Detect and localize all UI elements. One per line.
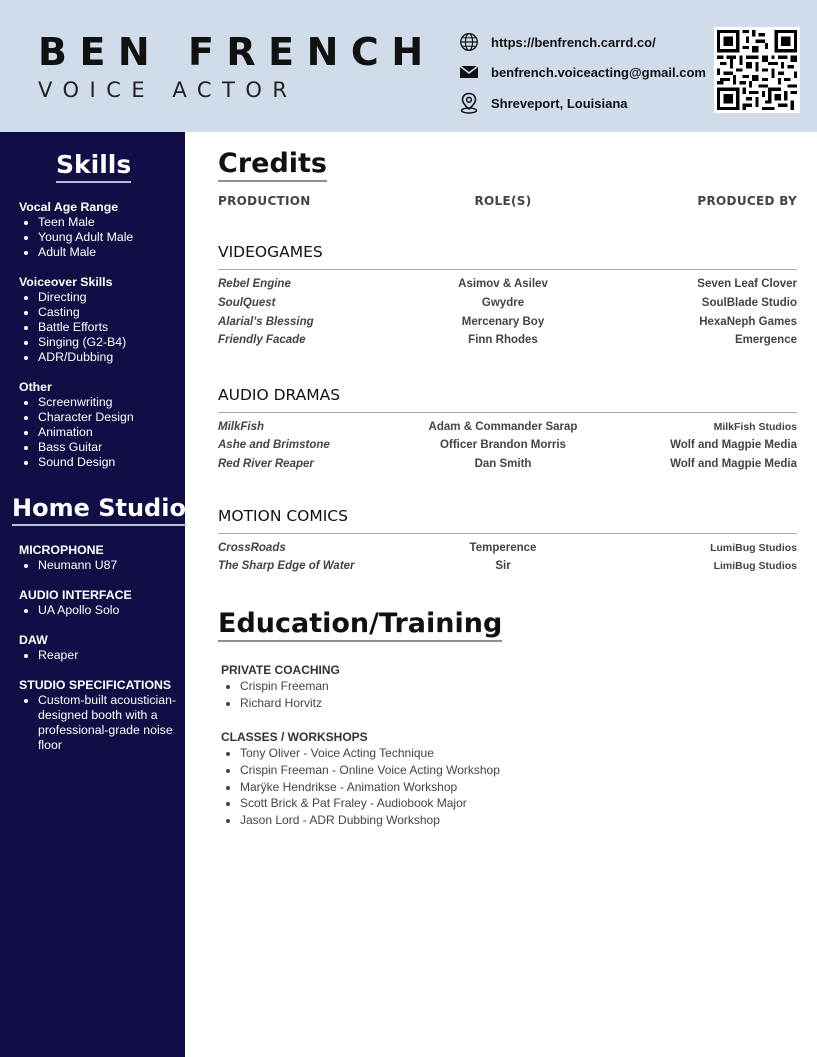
job-title: VOICE ACTOR [38, 78, 298, 102]
section-divider [218, 533, 797, 534]
skill-group-heading: Vocal Age Range [19, 200, 119, 214]
list-item: • Battle Efforts [38, 320, 179, 335]
list-item: • Adult Male [38, 245, 179, 260]
studio-group-heading: DAW [19, 633, 48, 647]
education-list-coaching [221, 678, 329, 712]
production-cell: MilkFish [218, 421, 265, 433]
producer-cell: HexaNeph Games [699, 316, 797, 328]
contact-location [458, 92, 628, 114]
studio-group-heading: STUDIO SPECIFICATIONS [19, 678, 172, 692]
list-item: • Neumann U87 [38, 558, 179, 573]
role-cell: Gwydre [481, 297, 525, 309]
role-cell: Dan Smith [474, 458, 532, 470]
producer-cell: Wolf and Magpie Media [670, 458, 797, 470]
role-cell: Asimov & Asilev [458, 278, 548, 290]
list-item: • Sound Design [38, 455, 179, 470]
producer-cell: MilkFish Studios [713, 421, 797, 433]
education-group-heading: CLASSES / WORKSHOPS [221, 730, 368, 744]
role-cell: Finn Rhodes [468, 334, 538, 346]
table-row [218, 421, 797, 437]
table-row [218, 458, 797, 474]
producer-cell: Emergence [734, 334, 797, 346]
production-cell: CrossRoads [218, 542, 286, 554]
section-heading-videogames: VIDEOGAMES [218, 243, 323, 261]
column-header-producer: PRODUCED BY [697, 194, 797, 208]
production-cell: Red River Reaper [218, 458, 314, 470]
studio-group-audio-interface [19, 588, 179, 618]
production-cell: Alarial’s Blessing [218, 316, 314, 328]
role-cell: Officer Brandon Morris [440, 439, 566, 451]
producer-cell: Wolf and Magpie Media [670, 439, 797, 451]
list-item: • Character Design [38, 410, 179, 425]
production-cell: Rebel Engine [218, 278, 291, 290]
producer-cell: LimiBug Studios [713, 560, 797, 572]
email-link[interactable]: benfrench.voiceacting@gmail.com [491, 64, 706, 80]
table-row [218, 316, 797, 332]
section-divider [218, 412, 797, 413]
table-row [218, 297, 797, 313]
column-header-roles: ROLE(S) [474, 194, 532, 208]
education-list-workshops [221, 745, 500, 829]
home-studio-heading: Home Studio [12, 494, 186, 522]
credits-heading-underline [218, 180, 327, 182]
skills-heading-underline [56, 181, 131, 183]
skill-group-heading: Voiceover Skills [19, 275, 113, 289]
table-row [218, 334, 797, 350]
sidebar [0, 132, 185, 1057]
list-item: • Bass Guitar [38, 440, 179, 455]
globe-icon [458, 31, 480, 53]
section-divider [218, 269, 797, 270]
location-pin-icon [458, 92, 480, 114]
role-cell: Mercenary Boy [461, 316, 545, 328]
education-heading: Education/Training [218, 608, 502, 639]
list-item: • Richard Horvitz [240, 695, 329, 712]
list-item: • Scott Brick & Pat Fraley - Audiobook Major [240, 795, 500, 812]
studio-group-daw [19, 633, 179, 663]
production-cell: SoulQuest [218, 297, 276, 309]
producer-cell: SoulBlade Studio [701, 297, 797, 309]
list-item: • Marÿke Hendrikse - Animation Workshop [240, 779, 500, 796]
section-heading-audio-dramas: AUDIO DRAMAS [218, 386, 341, 404]
list-item: • Crispin Freeman [240, 678, 329, 695]
contact-website[interactable] [458, 31, 656, 53]
list-item: • Reaper [38, 648, 179, 663]
list-item: • Teen Male [38, 215, 179, 230]
skill-group-voiceover [19, 275, 179, 365]
website-link[interactable]: https://benfrench.carrd.co/ [491, 34, 656, 50]
list-item: • UA Apollo Solo [38, 603, 179, 618]
producer-cell: Seven Leaf Clover [697, 278, 797, 290]
home-studio-heading-underline [12, 524, 186, 526]
credits-heading: Credits [218, 148, 327, 179]
qr-code[interactable] [714, 27, 800, 113]
contact-email[interactable] [458, 61, 706, 83]
list-item: • Custom-built acoustician-designed booth with a professional-grade noise floor [38, 693, 179, 753]
studio-group-heading: AUDIO INTERFACE [19, 588, 132, 602]
list-item: • Young Adult Male [38, 230, 179, 245]
skill-group-vocal-age [19, 200, 179, 260]
table-row [218, 278, 797, 294]
list-item: • Animation [38, 425, 179, 440]
envelope-icon [458, 61, 480, 83]
list-item: • Singing (G2-B4) [38, 335, 179, 350]
role-cell: Temperence [469, 542, 537, 554]
section-heading-motion-comics: MOTION COMICS [218, 507, 348, 525]
list-item: • Jason Lord - ADR Dubbing Workshop [240, 812, 500, 829]
skill-group-other [19, 380, 179, 470]
list-item: • Screenwriting [38, 395, 179, 410]
list-item: • Crispin Freeman - Online Voice Acting Workshop [240, 762, 500, 779]
table-row [218, 439, 797, 455]
skill-group-heading: Other [19, 380, 52, 394]
header [0, 0, 817, 132]
education-heading-underline [218, 640, 502, 642]
production-cell: Friendly Facade [218, 334, 306, 346]
production-cell: The Sharp Edge of Water [218, 560, 355, 572]
list-item: • Casting [38, 305, 179, 320]
studio-group-specifications [19, 678, 179, 753]
table-row [218, 560, 797, 576]
studio-group-heading: MICROPHONE [19, 543, 104, 557]
role-cell: Sir [495, 560, 511, 572]
production-cell: Ashe and Brimstone [218, 439, 330, 451]
location-text: Shreveport, Louisiana [491, 95, 628, 111]
table-row [218, 542, 797, 558]
skills-heading: Skills [56, 150, 131, 179]
column-header-production: PRODUCTION [218, 194, 311, 208]
studio-group-microphone [19, 543, 179, 573]
list-item: • ADR/Dubbing [38, 350, 179, 365]
list-item: • Tony Oliver - Voice Acting Technique [240, 745, 500, 762]
list-item: • Directing [38, 290, 179, 305]
producer-cell: LumiBug Studios [710, 542, 797, 554]
role-cell: Adam & Commander Sarap [428, 421, 578, 433]
name-heading: BEN FRENCH [38, 30, 436, 74]
education-group-heading: PRIVATE COACHING [221, 663, 340, 677]
